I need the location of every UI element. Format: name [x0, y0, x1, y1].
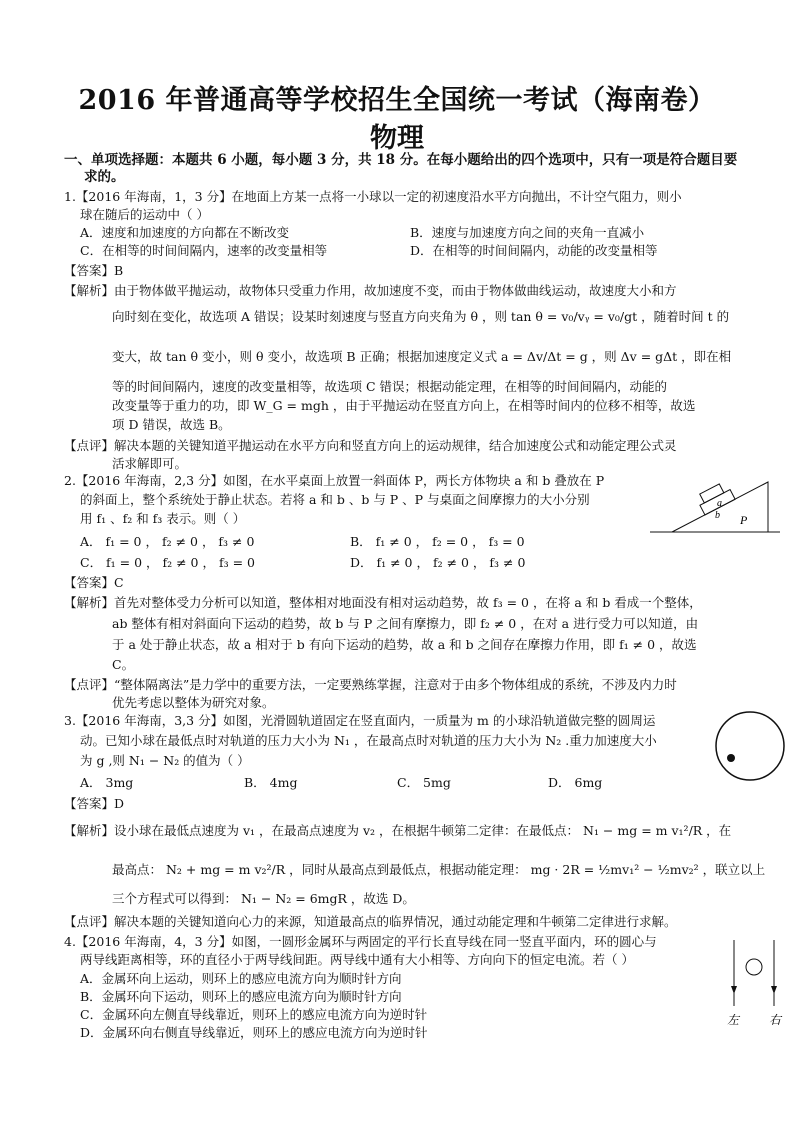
metal-ring — [746, 959, 762, 975]
q2-explanation-line2: ab 整体有相对斜面向下运动的趋势，故 b 与 P 之间有摩擦力，即 f₂ ≠ 0 ，在对 a 进行受力可以知道，由 — [112, 616, 699, 631]
q3-explanation-line3: 三个方程式可以得到： N₁ − N₂ = 6mgR ，故选 D。 — [112, 891, 415, 906]
q1-explanation-line3: 变大，故 tan θ 变小，则 θ 变小，故选项 B 正确；根据加速度定义式 a = Δv/Δt = g ，则 Δv = gΔt ，即在相 — [112, 349, 732, 364]
q1-explanation-line1: 【解析】由于物体做平抛运动，故物体只受重力作用，故加速度不变，而由于物体做曲线运动，故速度大小和方 — [64, 283, 677, 298]
q3-stem-line1: 3.【2016 年海南，3,3 分】如图，光滑圆轨道固定在竖直面内，一质量为 m 的小球沿轨道做完整的圆周运 — [64, 713, 656, 728]
q2-stem-line3: 用 f₁ 、f₂ 和 f₃ 表示。则（ ） — [80, 511, 246, 526]
q2-comment-line2: 优先考虑以整体为研究对象。 — [112, 695, 275, 710]
circular-track — [716, 712, 784, 780]
q3-stem-line2: 动。已知小球在最低点时对轨道的压力大小为 N₁ ，在最高点时对轨道的压力大小为 N₂ .重力加速度大小 — [80, 733, 657, 748]
q2-explanation-line4: C。 — [112, 657, 135, 672]
page-subtitle: 物理 — [370, 123, 424, 154]
ball-dot — [727, 754, 735, 762]
label-right: 右 — [769, 1013, 782, 1027]
q3-answer: 【答案】D — [64, 796, 125, 811]
q4-option-b: B．金属环向下运动，则环上的感应电流方向为顺时针方向 — [80, 989, 402, 1004]
q2-option-c: C． f₁ = 0 ， f₂ ≠ 0 ， f₃ = 0 — [80, 555, 255, 570]
q2-explanation-line1: 【解析】首先对整体受力分析可以知道，整体相对地面没有相对运动趋势，故 f₃ = 0 ，在将 a 和 b 看成一个整体， — [64, 595, 702, 610]
section-heading-tail: 求的。 — [84, 169, 125, 185]
q4-option-a: A．金属环向上运动，则环上的感应电流方向为顺时针方向 — [80, 971, 402, 986]
label-b: b — [715, 510, 720, 521]
q1-option-c: C．在相等的时间间隔内，速率的改变量相等 — [80, 243, 328, 258]
q1-option-b: B．速度与加速度方向之间的夹角一直减小 — [410, 225, 645, 240]
q3-option-b: B． 4mg — [244, 775, 298, 790]
q3-option-c: C． 5mg — [397, 775, 451, 790]
q1-option-d: D．在相等的时间间隔内，动能的改变量相等 — [410, 243, 658, 258]
q2-explanation-line3: 于 a 处于静止状态，故 a 相对于 b 有向下运动的趋势，故 a 和 b 之间存在摩擦力作用，即 f₁ ≠ 0 ，故选 — [112, 637, 697, 652]
q4-wires-ring-figure — [720, 936, 790, 1028]
q2-option-a: A． f₁ = 0 ， f₂ ≠ 0 ， f₃ ≠ 0 — [80, 534, 255, 549]
q3-comment-line1: 【点评】解决本题的关键知道向心力的来源，知道最高点的临界情况，通过动能定理和牛顿第二定律进行求解。 — [64, 914, 677, 929]
label-p: P — [740, 513, 748, 527]
q2-comment-line1: 【点评】“整体隔离法”是力学中的重要方法，一定要熟练掌握，注意对于由多个物体组成的系统，不涉及内力时 — [64, 677, 677, 692]
q3-explanation-line1: 【解析】设小球在最低点速度为 v₁ ，在最高点速度为 v₂ ，在根据牛顿第二定律：在最低点： N₁ − mg = m v₁²/R ，在 — [64, 823, 732, 838]
q4-stem-line2: 两导线距离相等，环的直径小于两导线间距。两导线中通有大小相等、方向向下的恒定电流。若（ ） — [80, 952, 634, 967]
q1-option-a: A．速度和加速度的方向都在不断改变 — [80, 225, 290, 240]
q3-option-a: A． 3mg — [80, 775, 134, 790]
q3-stem-line3: 为 g ,则 N₁ − N₂ 的值为（ ） — [80, 753, 250, 768]
label-a: a — [717, 498, 722, 509]
left-wire-arrow — [731, 986, 737, 994]
q1-explanation-line2: 向时刻在变化，故选项 A 错误；设某时刻速度与竖直方向夹角为 θ ，则 tan θ = v₀/vᵧ = v₀/gt ，随着时间 t 的 — [112, 309, 730, 324]
q4-stem-line1: 4.【2016 年海南，4，3 分】如图，一圆形金属环与两固定的平行长直导线在同一竖直平面内，环的圆心与 — [64, 934, 657, 949]
q1-comment-line2: 活求解即可。 — [112, 456, 188, 471]
page-title: 2016 年普通高等学校招生全国统一考试（海南卷） — [78, 85, 716, 116]
section-heading — [64, 152, 740, 186]
q2-stem-line1: 2.【2016 年海南，2,3 分】如图，在水平桌面上放置一斜面体 P，两长方体物块 a 和 b 叠放在 P — [64, 473, 605, 488]
q3-option-d: D． 6mg — [548, 775, 603, 790]
q2-option-d: D． f₁ ≠ 0 ， f₂ ≠ 0 ， f₃ ≠ 0 — [350, 555, 526, 570]
q2-incline-figure — [650, 470, 780, 540]
q1-comment-line1: 【点评】解决本题的关键知道平抛运动在水平方向和竖直方向上的运动规律，结合加速度公式和动能定理公式灵 — [64, 438, 677, 453]
right-wire-arrow — [771, 986, 777, 994]
q3-explanation-line2: 最高点： N₂ + mg = m v₂²/R ，同时从最高点到最低点，根据动能定理： mg · 2R = ½mv₁² − ½mv₂² ，联立以上 — [112, 862, 766, 877]
q2-answer: 【答案】C — [64, 575, 124, 590]
label-left: 左 — [727, 1013, 740, 1027]
q1-stem-line2: 球在随后的运动中（ ） — [80, 207, 209, 222]
q3-circular-track-figure — [712, 706, 788, 786]
q1-explanation-line4: 等的时间间隔内，速度的改变量相等，故选项 C 错误；根据动能定理，在相等的时间间隔内，动能的 — [112, 379, 668, 394]
q1-explanation-line5: 改变量等于重力的功，即 W_G = mgh ，由于平抛运动在竖直方向上，在相等时间内的位移不相等，故选 — [112, 398, 696, 413]
section-heading-text: 一、单项选择题：本题共 6 小题，每小题 3 分，共 18 分。在每小题给出的四个选项中，只有一项是符合题目要 — [64, 152, 738, 168]
q1-explanation-line6: 项 D 错误，故选 B。 — [112, 417, 231, 432]
q1-stem-line1: 1.【2016 年海南，1，3 分】在地面上方某一点将一小球以一定的初速度沿水平方向抛出，不计空气阻力，则小 — [64, 189, 682, 204]
q4-option-d: D．金属环向右侧直导线靠近，则环上的感应电流方向为逆时针 — [80, 1025, 428, 1040]
q1-answer: 【答案】B — [64, 263, 124, 278]
q2-stem-line2: 的斜面上，整个系统处于静止状态。若将 a 和 b 、b 与 P 、P 与桌面之间摩擦力的大小分别 — [80, 492, 590, 507]
q4-option-c: C．金属环向左侧直导线靠近，则环上的感应电流方向为逆时针 — [80, 1007, 428, 1022]
q2-option-b: B． f₁ ≠ 0 ， f₂ = 0 ， f₃ = 0 — [350, 534, 525, 549]
